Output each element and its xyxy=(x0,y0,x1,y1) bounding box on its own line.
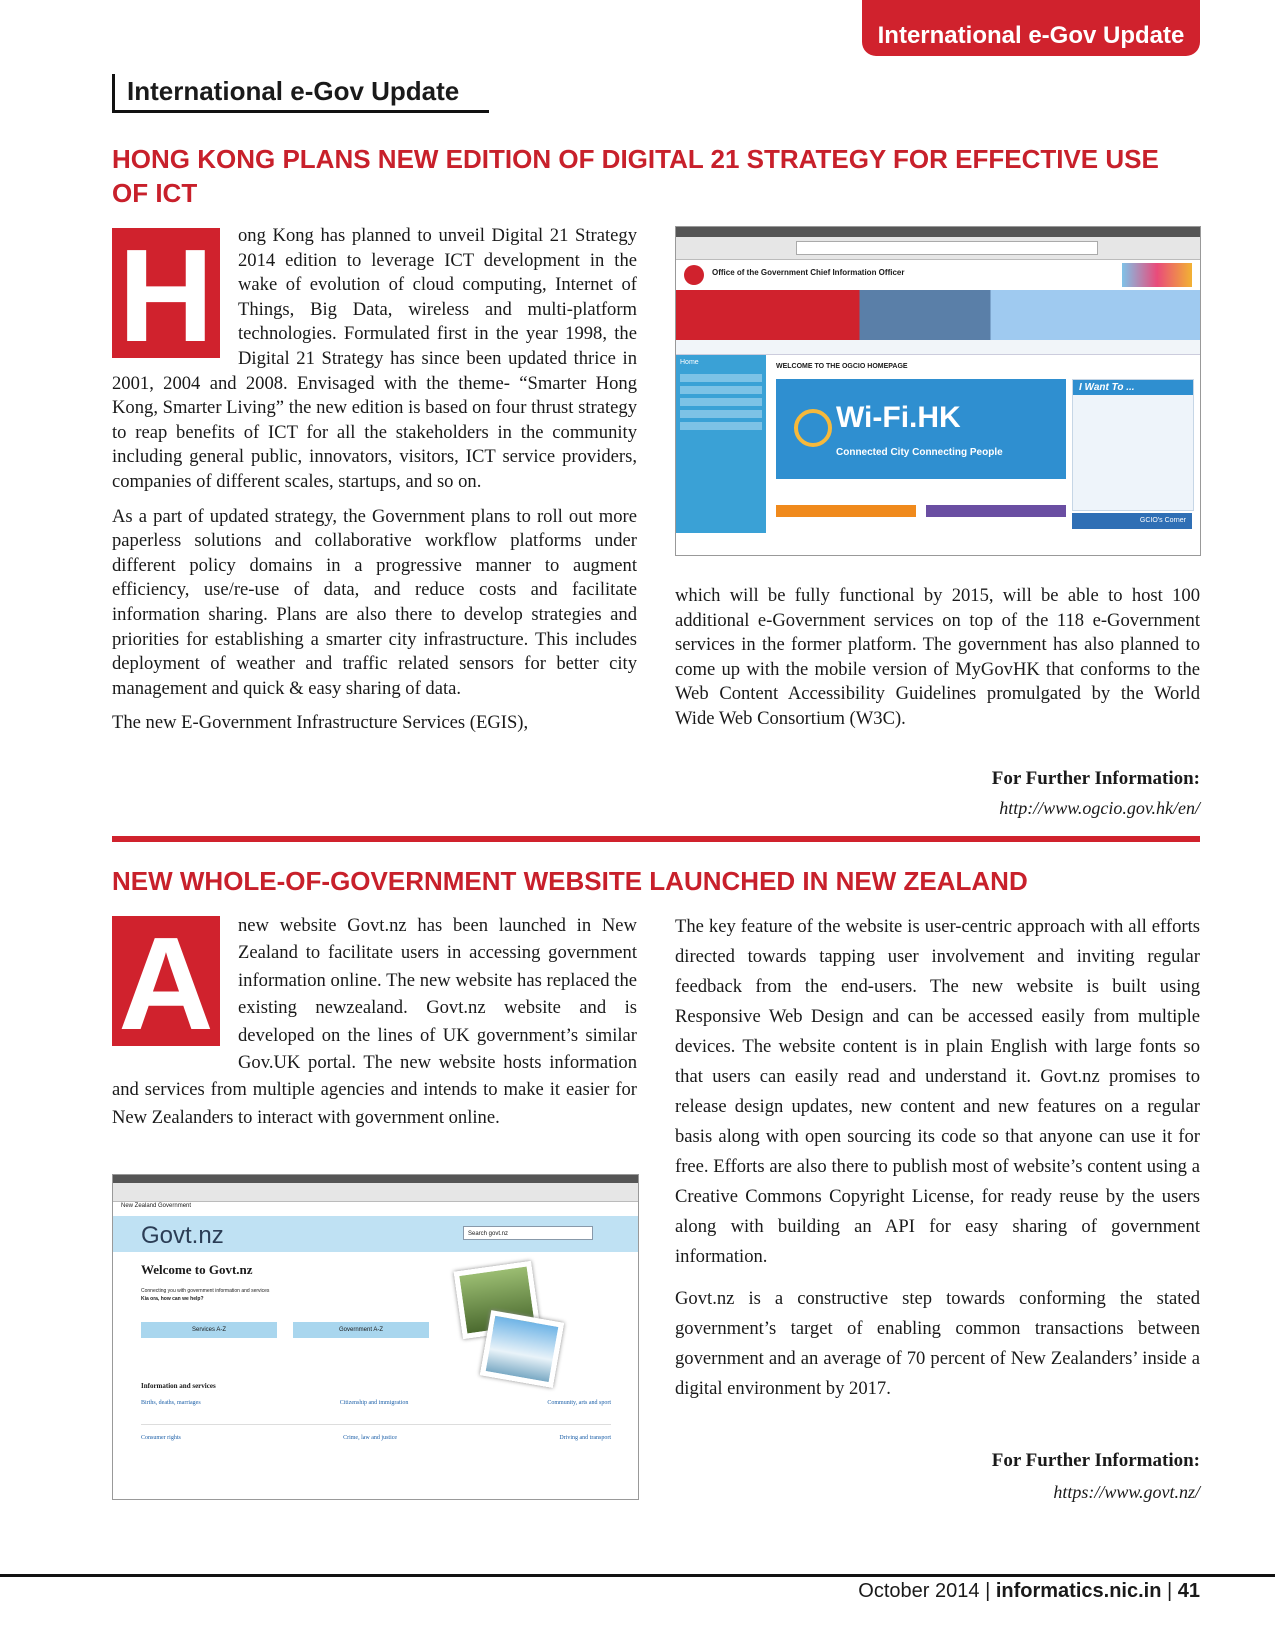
wifi-hk-title: Wi-Fi.HK xyxy=(836,401,961,434)
sidebar-link xyxy=(680,410,762,418)
article1-para3: The new E-Government Infrastructure Services (EGIS), xyxy=(112,712,529,734)
govtnz-link: Driving and transport xyxy=(559,1435,611,1441)
press-releases-bar xyxy=(776,505,916,517)
browser-toolbar xyxy=(676,237,1200,260)
browser-toolbar xyxy=(113,1183,638,1202)
header-tab: International e-Gov Update xyxy=(862,0,1200,56)
section-divider xyxy=(112,836,1200,842)
address-bar xyxy=(796,241,1098,255)
sidebar-link xyxy=(680,374,762,382)
article2-right-column xyxy=(675,912,1200,1414)
govtnz-search-input: Search govt.nz xyxy=(463,1226,593,1240)
govtnz-link: Births, deaths, marriages xyxy=(141,1400,201,1406)
govtnz-link: Community, arts and sport xyxy=(547,1400,611,1406)
govtnz-brand-bar: New Zealand Government xyxy=(113,1202,638,1216)
article2-para2: The key feature of the website is user-centric approach with all efforts directed towards tapping user involvement and inviting regular feedback from the end-users. The new website is built using Responsive Web Design and can be accessed easily from multiple devices. The website content is in plain English with large fonts so that users can easily read and understand it. Govt.nz promises to release design updates, new content and new features on a regular basis along with open sourcing its code so that anyone can use it for free. Efforts are also there to publish most of website’s content using a Creative Commons Copyright License, for ready reuse by the users along with building an API for easy sharing of government information. xyxy=(675,916,1200,1267)
footer xyxy=(858,1580,1200,1603)
article1-left-column xyxy=(112,224,637,746)
article1-para1: ong Kong has planned to unveil Digital 21 Strategy 2014 edition to leverage ICT development in the wake of evolution of cloud computing, Internet of Things, Big Data, wireless and multi-platform technologies. Formulated first in the year 1998, the Digital 21 Strategy has since been updated thrice in 2001, 2004 and 2008. Envisaged with the theme- “Smarter Hong Kong, Smarter Living” the new edition is based on four thrust strategy to reap benefits of ICT for all the stakeholders in the community including general public, innovators, visitors, ICT service providers, companies of different scales, startups, and so on. xyxy=(112,225,637,492)
govtnz-services-button: Services A-Z xyxy=(141,1322,277,1338)
govtnz-government-button: Government A-Z xyxy=(293,1322,429,1338)
section-label: International e-Gov Update xyxy=(112,74,489,113)
ogcio-banner-strip xyxy=(676,290,1200,340)
footer-page-number: 41 xyxy=(1177,1580,1200,1602)
i-want-to-heading: I Want To ... xyxy=(1073,380,1193,395)
article1-para2: As a part of updated strategy, the Government plans to roll out more paperless solutions and collaborative workflow platforms under different policy domains in a progressive manner to augment efficiency, use/re-use of data, and reduce costs and facilitate information sharing. Plans are also there to develop strategies and priorities for establishing a smarter city infrastructure. This includes deployment of weather and traffic related sensors for better city management and quick & easy sharing of data. xyxy=(112,505,637,699)
article2-para1: new website Govt.nz has been launched in New Zealand to facilitate users in accessing government information online. The new website has replaced the existing newzealand. Govt.nz website and is developed on the lines of UK government’s similar Gov.UK portal. The new website hosts information and services from multiple agencies and intends to make it easier for New Zealanders to interact with government online. xyxy=(112,915,637,1128)
brand-hk-logo xyxy=(1122,263,1192,287)
footer-date: October 2014 xyxy=(858,1580,980,1602)
govtnz-link: Consumer rights xyxy=(141,1435,181,1441)
footer-site[interactable]: informatics.nic.in xyxy=(995,1580,1162,1602)
footer-separator: | xyxy=(985,1580,996,1602)
article1-drop-cap: H xyxy=(112,228,220,358)
sidebar-link xyxy=(680,422,762,430)
footer-separator: | xyxy=(1166,1580,1178,1602)
gcio-corner: GCIO's Corner xyxy=(1072,513,1192,529)
ogcio-screenshot xyxy=(675,226,1201,556)
govtnz-welcome: Welcome to Govt.nz xyxy=(141,1262,253,1277)
hk-emblem-icon xyxy=(684,265,704,285)
govtnz-header xyxy=(113,1216,638,1252)
ogcio-main xyxy=(676,355,1200,533)
ogcio-menu-bar xyxy=(676,340,1200,355)
article2-left-column xyxy=(112,912,637,1141)
article1-headline: HONG KONG PLANS NEW EDITION OF DIGITAL 21 STRATEGY FOR EFFECTIVE USE OF ICT xyxy=(112,144,1159,208)
coast-photo xyxy=(480,1310,564,1388)
govtnz-link-grid xyxy=(141,1400,611,1441)
govtnz-screenshot xyxy=(112,1174,639,1500)
ogcio-site-title: Office of the Government Chief Information Officer xyxy=(712,268,905,277)
govtnz-info-heading: Information and services xyxy=(141,1382,216,1390)
article2-info-heading: For Further Information: xyxy=(991,1450,1200,1471)
wifi-hk-banner xyxy=(776,379,1066,479)
article2-para3: Govt.nz is a constructive step towards conforming the stated government’s target of enabling common transactions between government and an average of 70 percent of New Zealanders’ inside a digital environment by 2017. xyxy=(675,1288,1200,1399)
govtnz-link: Citizenship and immigration xyxy=(339,1400,409,1406)
wifi-icon xyxy=(794,409,832,447)
window-titlebar xyxy=(676,227,1200,237)
govtnz-link: Crime, law and justice xyxy=(343,1435,398,1441)
article2-headline: NEW WHOLE-OF-GOVERNMENT WEBSITE LAUNCHED IN NEW ZEALAND xyxy=(112,866,1028,896)
article1-info-heading: For Further Information: xyxy=(991,768,1200,789)
govtnz-intro1: Connecting you with government information and services xyxy=(141,1288,270,1294)
article1-para4: which will be fully functional by 2015, will be able to host 100 additional e-Government services on top of the 118 e-Government services in the former platform. The government has also planned to come up with the mobile version of MyGovHK that conforms to the Web Content Accessibility Guidelines promulgated by the World Wide Web Consortium (W3C). xyxy=(675,585,1200,729)
window-titlebar xyxy=(113,1175,638,1183)
ogcio-sidebar xyxy=(676,355,766,533)
sidebar-link xyxy=(680,398,762,406)
speeches-bar xyxy=(926,505,1066,517)
article2-drop-cap: A xyxy=(112,916,220,1046)
govtnz-main xyxy=(113,1252,638,1500)
govtnz-logo: Govt.nz xyxy=(141,1222,224,1249)
ogcio-welcome: WELCOME TO THE OGCIO HOMEPAGE xyxy=(776,363,908,370)
ogcio-header xyxy=(676,260,1200,290)
govtnz-intro2: Kia ora, how can we help? xyxy=(141,1296,204,1302)
i-want-to-panel xyxy=(1072,379,1194,511)
article2-info-url[interactable]: https://www.govt.nz/ xyxy=(1053,1482,1200,1502)
footer-rule xyxy=(0,1574,1275,1577)
sidebar-link xyxy=(680,386,762,394)
article1-info-url[interactable]: http://www.ogcio.gov.hk/en/ xyxy=(999,798,1200,818)
ogcio-home-link: Home xyxy=(680,359,699,366)
wifi-hk-subtitle: Connected City Connecting People xyxy=(836,447,1003,458)
article1-right-column xyxy=(675,584,1200,742)
